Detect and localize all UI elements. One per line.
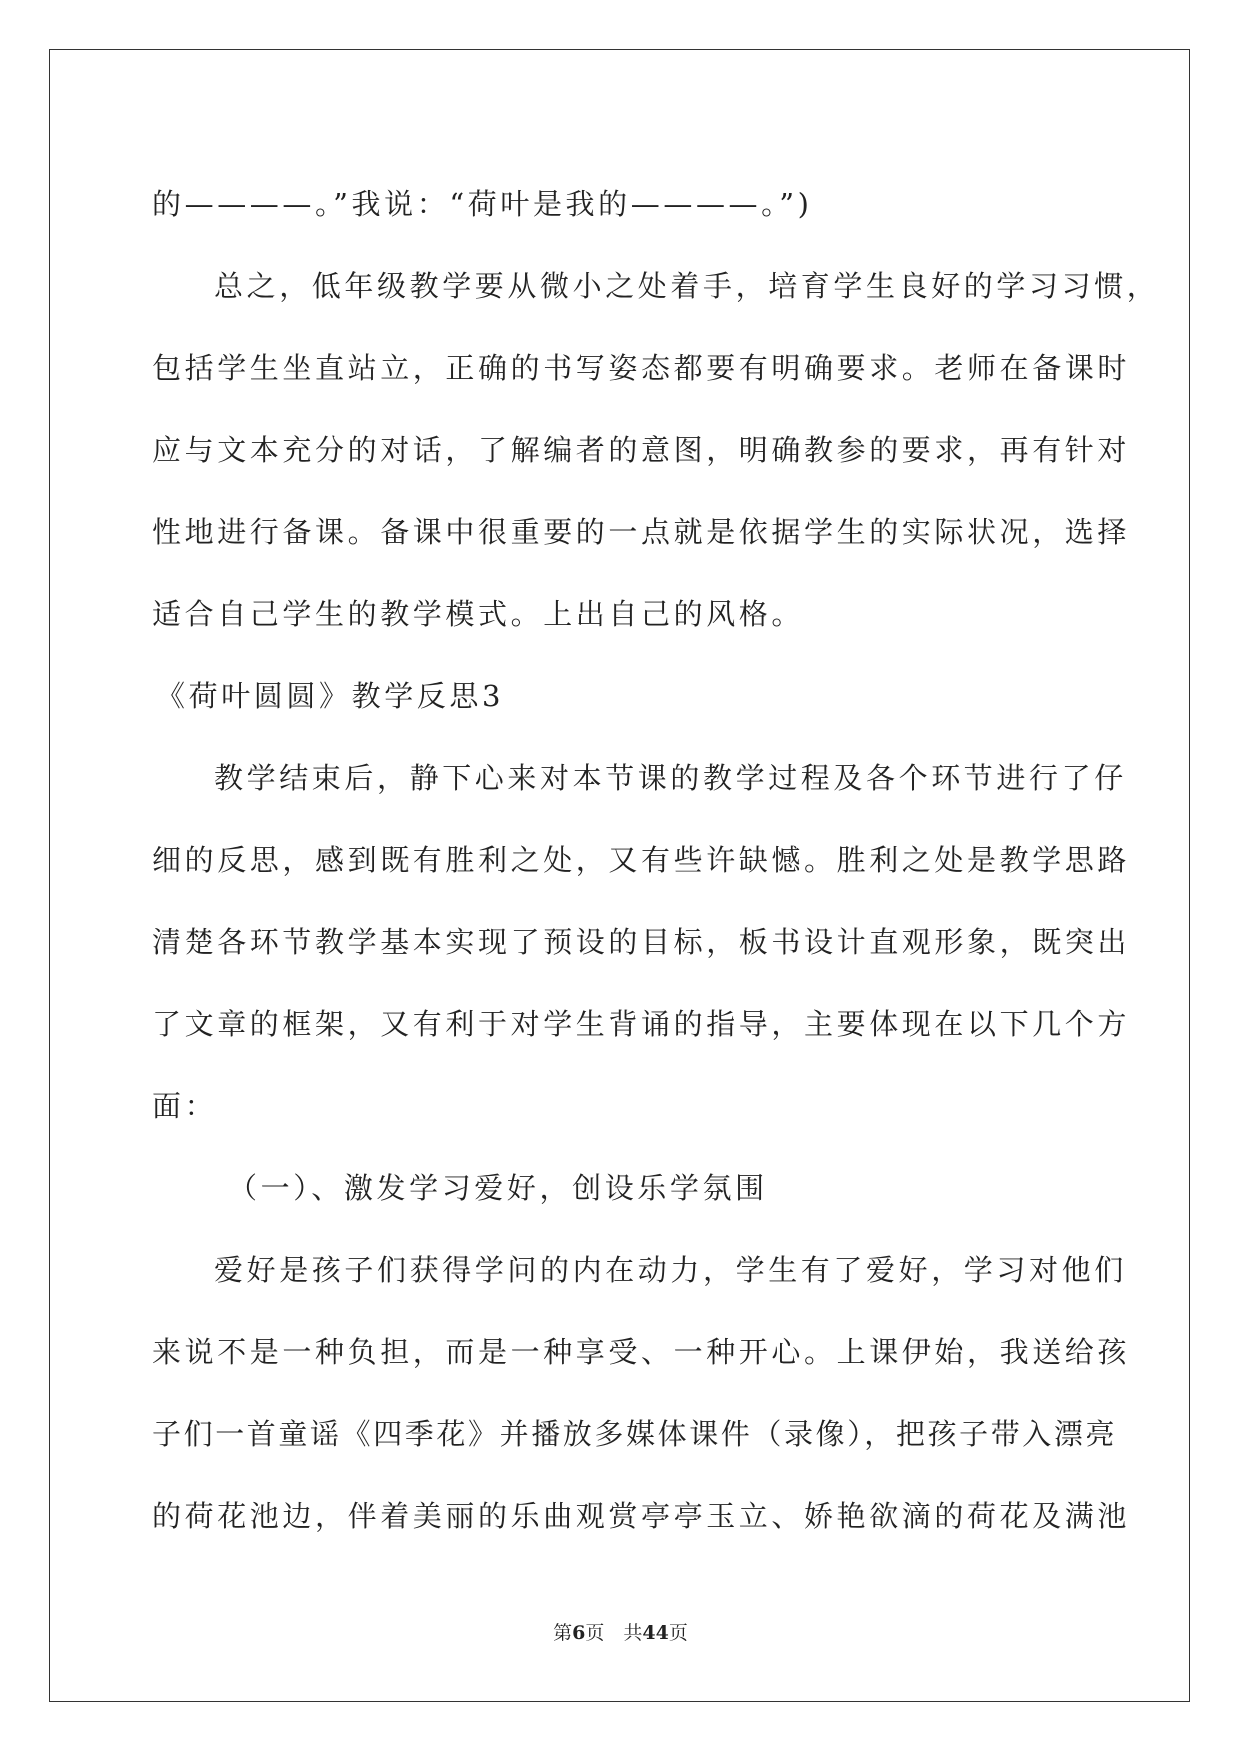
paragraph-line: 的荷花池边，伴着美丽的乐曲观赏亭亭玉立、娇艳欲滴的荷花及满池 (152, 1499, 1131, 1533)
paragraph-line: 应与文本充分的对话，了解编者的意图，明确教参的要求，再有针对 (152, 433, 1131, 467)
footer-page-number: 6 (572, 1622, 586, 1644)
paragraph-line: 清楚各环节教学基本实现了预设的目标，板书设计直观形象，既突出 (152, 925, 1131, 959)
section-heading: 《荷叶圆圆》教学反思3 (156, 679, 505, 713)
paragraph-line: 爱好是孩子们获得学问的内在动力，学生有了爱好，学习对他们 (214, 1253, 1127, 1287)
document-body (152, 163, 1160, 1557)
footer-suffix: 页 (668, 1622, 688, 1644)
paragraph-line: 的————。”我说：“荷叶是我的————。”) (152, 187, 813, 221)
paragraph-line: 性地进行备课。备课中很重要的一点就是依据学生的实际状况，选择 (152, 515, 1131, 549)
paragraph-line: 适合自己学生的教学模式。上出自己的风格。 (152, 597, 805, 631)
page-footer (0, 1618, 1241, 1645)
paragraph-line: 细的反思，感到既有胜利之处，又有些许缺憾。胜利之处是教学思路 (152, 843, 1131, 877)
subsection-heading: （一）、激发学习爱好，创设乐学氛围 (228, 1171, 768, 1205)
paragraph-line: 来说不是一种负担，而是一种享受、一种开心。上课伊始，我送给孩 (152, 1335, 1131, 1369)
footer-total-pages: 44 (642, 1622, 669, 1644)
footer-mid: 页 共 (585, 1622, 643, 1644)
paragraph-line: 子们一首童谣《四季花》并播放多媒体课件（录像），把孩子带入漂亮 (152, 1417, 1118, 1451)
footer-prefix: 第 (553, 1622, 573, 1644)
paragraph-line: 了文章的框架，又有利于对学生背诵的指导，主要体现在以下几个方 (152, 1007, 1131, 1041)
paragraph-line: 面： (152, 1089, 218, 1123)
paragraph-line: 教学结束后，静下心来对本节课的教学过程及各个环节进行了仔 (214, 761, 1127, 795)
paragraph-line: 总之，低年级教学要从微小之处着手，培育学生良好的学习习惯， (214, 269, 1160, 303)
paragraph-line: 包括学生坐直站立，正确的书写姿态都要有明确要求。老师在备课时 (152, 351, 1131, 385)
